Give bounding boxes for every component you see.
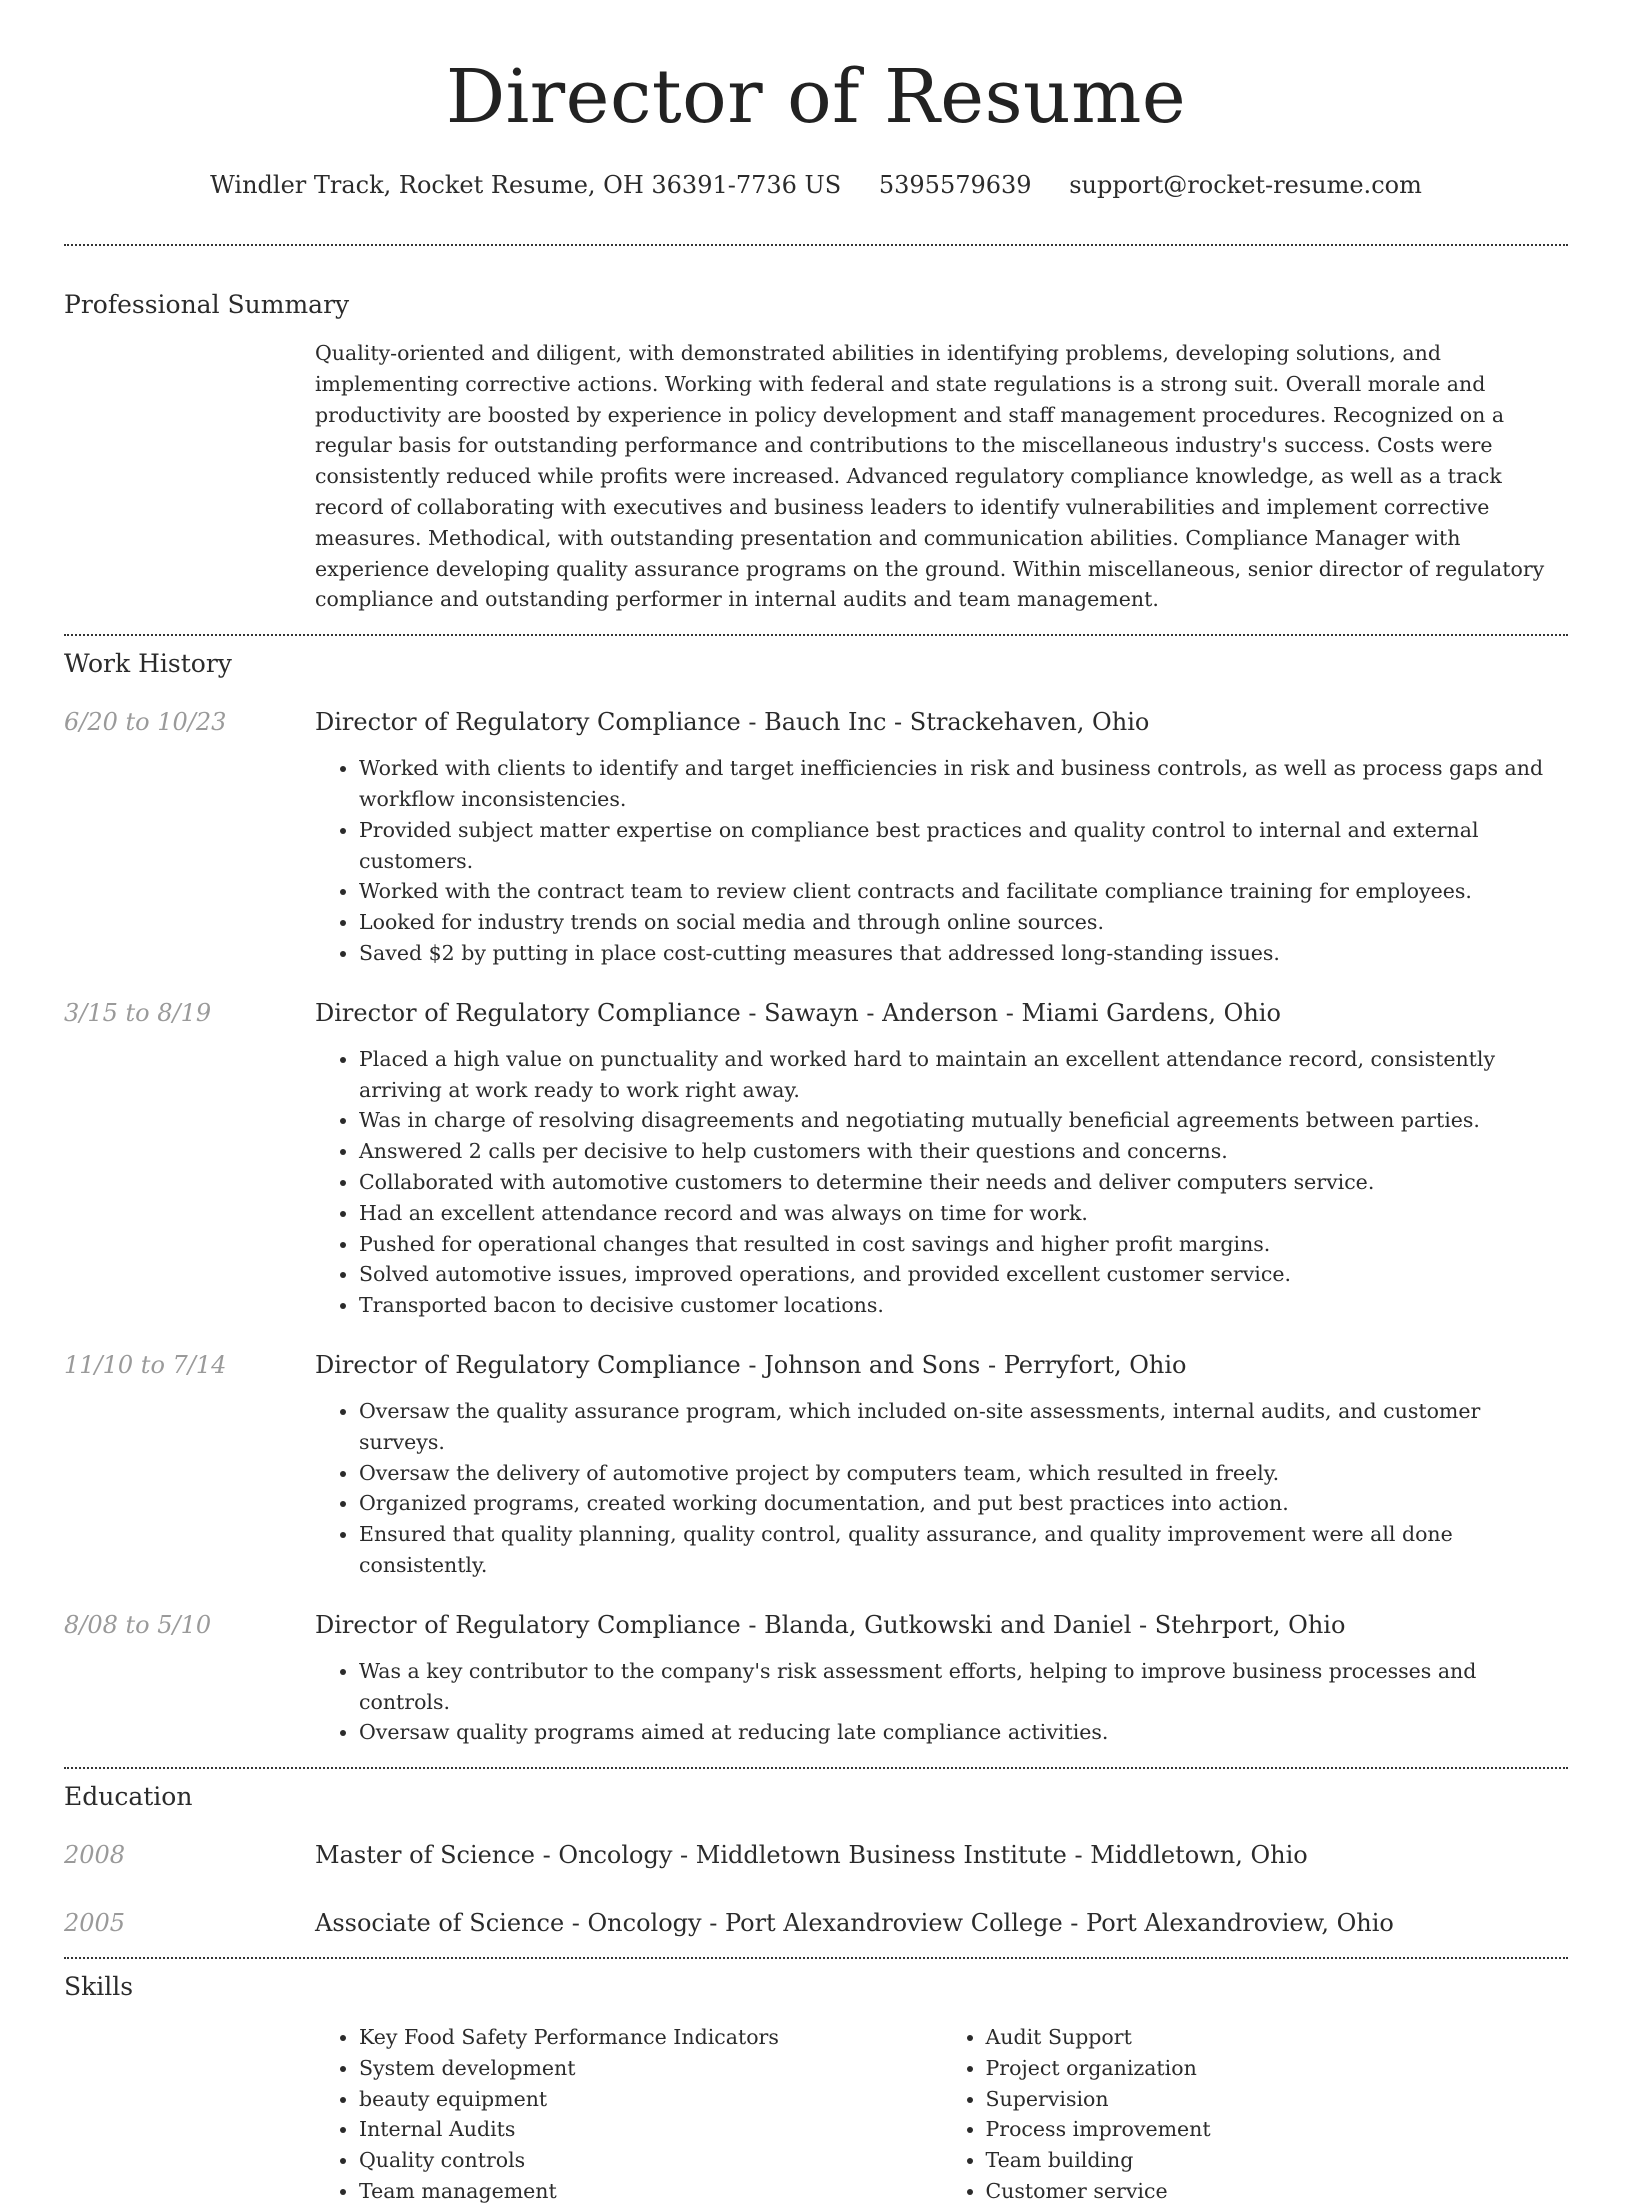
list-item: • beauty equipment <box>359 2084 942 2115</box>
skills-list-right <box>942 2022 1569 2207</box>
list-item: • Internal Audits <box>359 2114 942 2145</box>
summary-text: Quality-oriented and diligent, with demonstrated abilities in identifying problems, developing solutions, and implementing corrective actions. Working with federal and state regulations is a strong suit. Overall morale and productivity are boosted by experience in policy development and staff management procedures. Recognized on a regular basis for outstanding performance and contributions to the miscellaneous industry's success. Costs were consistently reduced while profits were increased. Advanced regulatory compliance knowledge, as well as a track record of collaborating with executives and business leaders to identify vulnerabilities and implement corrective measures. Methodical, with outstanding presentation and communication abilities. Compliance Manager with experience developing quality assurance programs on the ground. Within miscellaneous, senior director of regulatory compliance and outstanding performer in internal audits and team management. <box>315 341 1545 612</box>
list-item: • Supervision <box>986 2084 1569 2115</box>
list-item: • Oversaw quality programs aimed at reducing late compliance activities. <box>359 1717 1568 1748</box>
resume-name: Director of Resume <box>445 54 1187 140</box>
job-dates: 8/08 to 5/10 <box>64 1610 212 1639</box>
job-title: Director of Regulatory Compliance - Johnson and Sons - Perryfort, Ohio <box>315 1350 1187 1379</box>
job-dates: 11/10 to 7/14 <box>64 1350 227 1379</box>
list-item: • Team management <box>359 2176 942 2207</box>
list-item: • Project organization <box>986 2053 1569 2084</box>
list-item: • Quality controls <box>359 2145 942 2176</box>
list-item: • Oversaw the quality assurance program, which included on-site assessments, internal audits, and customer surveys. <box>359 1396 1568 1458</box>
list-item: • Solved automotive issues, improved operations, and provided excellent customer service. <box>359 1259 1568 1290</box>
section-title-education: Education <box>64 1782 193 1812</box>
job-bullets <box>315 1396 1568 1581</box>
section-title-summary: Professional Summary <box>64 290 350 319</box>
divider <box>64 244 1568 246</box>
list-item: • Audit Support <box>986 2022 1569 2053</box>
divider <box>64 634 1568 636</box>
job-entry <box>64 998 1568 1321</box>
section-title-work: Work History <box>64 649 232 679</box>
section-title-skills: Skills <box>64 1972 134 2002</box>
job-bullets <box>315 753 1568 969</box>
education-entry <box>64 1908 1568 1938</box>
list-item: • Key Food Safety Performance Indicators <box>359 2022 942 2053</box>
summary-spacer <box>64 338 315 615</box>
contact-address: Windler Track, Rocket Resume, OH 36391-7736 US <box>210 171 842 199</box>
education-year: 2005 <box>64 1909 126 1938</box>
job-title: Director of Regulatory Compliance - Blanda, Gutkowski and Daniel - Stehrport, Ohio <box>315 1610 1346 1639</box>
list-item: • Transported bacon to decisive customer locations. <box>359 1290 1568 1321</box>
job-dates: 3/15 to 8/19 <box>64 998 212 1027</box>
list-item: • Was a key contributor to the company's risk assessment efforts, helping to improve business processes and controls. <box>359 1656 1568 1718</box>
contact-phone: 5395579639 <box>878 171 1032 199</box>
education-degree: Master of Science - Oncology - Middletown Business Institute - Middletown, Ohio <box>315 1841 1308 1870</box>
job-dates: 6/20 to 10/23 <box>64 708 227 737</box>
list-item: • Team building <box>986 2145 1569 2176</box>
list-item: • Provided subject matter expertise on compliance best practices and quality control to internal and external customers. <box>359 815 1568 877</box>
list-item: • Saved $2 by putting in place cost-cutting measures that addressed long-standing issues. <box>359 938 1568 969</box>
resume-page <box>64 0 1568 2207</box>
list-item: • Ensured that quality planning, quality control, quality assurance, and quality improvement were all done consistently. <box>359 1519 1568 1581</box>
list-item: • Answered 2 calls per decisive to help customers with their questions and concerns. <box>359 1136 1568 1167</box>
list-item: • Customer service <box>986 2176 1569 2207</box>
divider <box>64 1957 1568 1959</box>
list-item: • Worked with the contract team to review client contracts and facilitate compliance training for employees. <box>359 876 1568 907</box>
list-item: • Organized programs, created working documentation, and put best practices into action. <box>359 1488 1568 1519</box>
contact-email: support@rocket-resume.com <box>1069 171 1422 199</box>
list-item: • Oversaw the delivery of automotive project by computers team, which resulted in freely. <box>359 1458 1568 1489</box>
contact-line <box>64 170 1568 200</box>
job-entry <box>64 1610 1568 1748</box>
education-entry <box>64 1840 1568 1870</box>
list-item: • Worked with clients to identify and target inefficiencies in risk and business controls, as well as process gaps and workflow inconsistencies. <box>359 753 1568 815</box>
list-item: • Looked for industry trends on social media and through online sources. <box>359 907 1568 938</box>
job-bullets <box>315 1044 1568 1321</box>
job-bullets <box>315 1656 1568 1748</box>
list-item: • Placed a high value on punctuality and worked hard to maintain an excellent attendance record, consistently arriving at work ready to work right away. <box>359 1044 1568 1106</box>
list-item: • Had an excellent attendance record and was always on time for work. <box>359 1198 1568 1229</box>
list-item: • Pushed for operational changes that resulted in cost savings and higher profit margins. <box>359 1229 1568 1260</box>
job-entry <box>64 707 1568 969</box>
skills-row <box>64 2022 1568 2207</box>
skills-columns <box>315 2022 1568 2207</box>
summary-row <box>64 338 1568 615</box>
divider <box>64 1767 1568 1769</box>
skills-spacer <box>64 2022 315 2207</box>
list-item: • Process improvement <box>986 2114 1569 2145</box>
list-item: • Was in charge of resolving disagreements and negotiating mutually beneficial agreements between parties. <box>359 1105 1568 1136</box>
list-item: • System development <box>359 2053 942 2084</box>
education-year: 2008 <box>64 1841 126 1870</box>
job-title: Director of Regulatory Compliance - Sawayn - Anderson - Miami Gardens, Ohio <box>315 998 1281 1027</box>
list-item: • Collaborated with automotive customers to determine their needs and deliver computers service. <box>359 1167 1568 1198</box>
education-degree: Associate of Science - Oncology - Port Alexandroview College - Port Alexandroview, Ohio <box>315 1909 1394 1938</box>
job-entry <box>64 1350 1568 1581</box>
skills-list-left <box>315 2022 942 2207</box>
job-title: Director of Regulatory Compliance - Bauch Inc - Strackehaven, Ohio <box>315 708 1150 737</box>
